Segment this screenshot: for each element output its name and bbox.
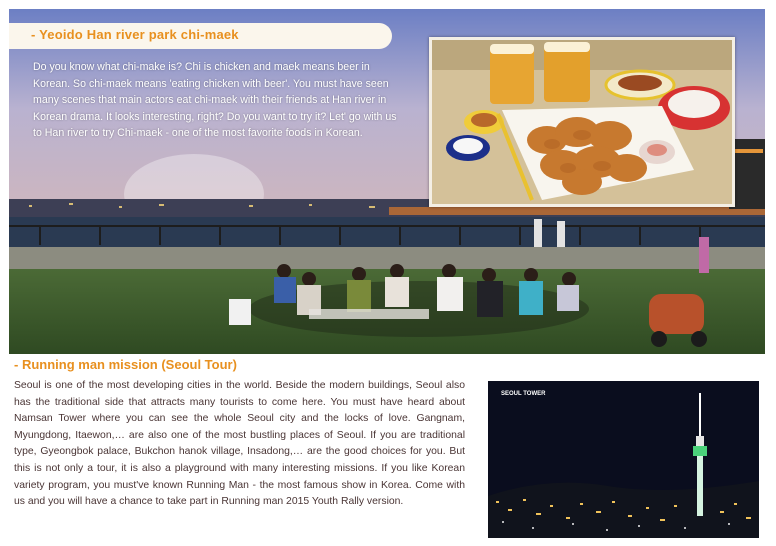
seoul-tower-label: SEOUL TOWER [501,391,546,397]
seoul-tower-photo [488,381,759,538]
namsan-tower-night-image [488,381,759,538]
chicken-and-beer-image [432,40,732,204]
section2-heading: - Running man mission (Seoul Tour) [14,357,237,372]
section2-body-text: Seoul is one of the most developing cities in the world. Beside the modern buildings, Seoul also has the traditional side that attracts many tourists to come here. You must have heard about Namsan Tower where you can see the whole Seoul city and the locks of love. Gangnam, Myungdong, Itaewon,… are also one of the most bustling places of Seoul. If you are traditional type, Gyeongbok palace, Bukchon hanok village, Insadong,… are the good choices for you. But this is not only a tour, it is also a playground with many interesting missions. If you like Korean variety program, you must've known Running Man - the most famous show in Korea. Come with us and you will have a chance to take part in Running man 2015 Youth Rally version. [14,380,465,508]
section1-heading: - Yeoido Han river park chi-maek [31,27,239,42]
section1-intro-text: Do you know what chi-make is? Chi is chicken and maek means beer in Korean. So chi-maek means 'eating chicken with beer'. You must have seen many scenes that main actors eat chi-maek with their friends at Han river in Korean drama. It looks interesting, right? Do you want to try it? Let' go with us to Han river to try Chi-maek - one of the most favorite foods in Korean. [33,61,397,140]
hero-photo-han-river-picnic [9,9,765,354]
chimaek-photo [429,37,735,207]
